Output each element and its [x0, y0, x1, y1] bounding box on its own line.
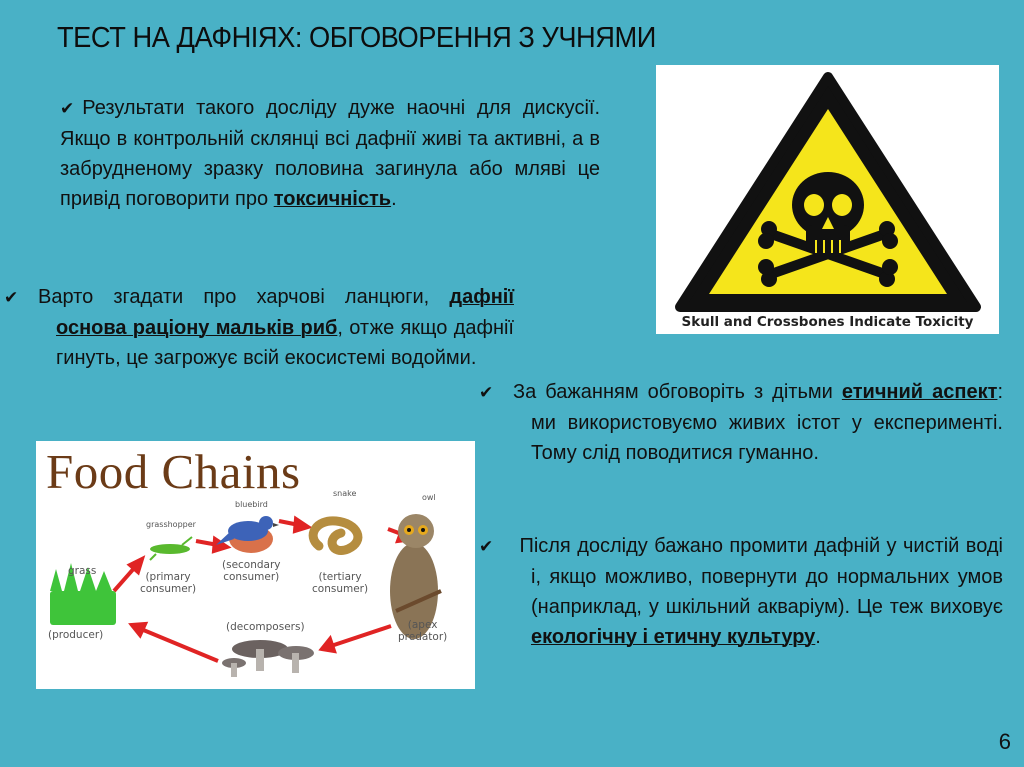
label-bluebird: bluebird: [235, 500, 268, 509]
label-apex: (apex predator): [398, 619, 448, 643]
food-chain-image: [36, 441, 475, 689]
paragraph-highlight: дафнії основа раціону мальків риб: [56, 286, 514, 339]
sign-caption: Skull and Crossbones Indicate Toxicity: [681, 314, 974, 330]
paragraph-text: .: [391, 188, 397, 210]
paragraph-ethics: ✔ За бажанням обговоріть з дітьми етичний аспект: ми використовуємо живих істот у експерименті. Тому слід поводитися гуманно.: [479, 381, 1003, 464]
slide-title: ТЕСТ НА ДАФНІЯХ: ОБГОВОРЕННЯ З УЧНЯМИ: [57, 22, 656, 54]
paragraph-text: Результати такого досліду дуже наочні для дискусії. Якщо в контрольній склянці всі дафнії живі та активні, а в забрудненому зразку половина загинула або мляві це привід поговорити про: [60, 97, 600, 210]
paragraph-text: .: [815, 626, 821, 648]
checkmark-icon: ✔: [60, 99, 75, 119]
label-grasshopper: grasshopper: [146, 520, 196, 529]
label-producer: (producer): [48, 629, 104, 641]
paragraph-aftercare: ✔ Після досліду бажано промити дафній у чистій воді і, якщо можливо, повернути до нормальних умов (наприклад, у шкільний акваріум). Це теж виховує екологічну і етичну культуру.: [479, 535, 1003, 648]
paragraph-text: За бажанням обговоріть з дітьми: [513, 381, 842, 403]
food-chain-title: Food Chains: [46, 444, 301, 499]
mushrooms-icon: [222, 640, 314, 677]
paragraph-highlight: екологічну і етичну культуру: [531, 626, 816, 648]
snake-icon: [313, 521, 358, 551]
label-secondary: (secondary consumer): [222, 559, 281, 583]
paragraph-food-chains: ✔ Варто згадати про харчові ланцюги, дафнії основа раціону мальків риб, отже якщо дафнії гинуть, це загрожує всій екосистемі водойми.: [4, 286, 514, 369]
label-tertiary: (tertiary consumer): [312, 571, 369, 595]
label-grass: grass: [68, 565, 97, 577]
label-primary: (primary consumer): [140, 571, 197, 595]
paragraph-toxicity: [60, 93, 600, 214]
toxicity-sign-image: [656, 65, 999, 334]
paragraph-highlight: токсичність: [273, 188, 392, 210]
paragraph-text: Після досліду бажано промити дафній у чистій воді і, якщо можливо, повернути до нормальних умов (наприклад, у шкільний акваріум). Це теж виховує: [513, 535, 1003, 618]
label-decomposers: (decomposers): [226, 621, 305, 633]
label-owl: owl: [422, 493, 436, 502]
label-snake: snake: [333, 489, 357, 498]
page-number: 6: [998, 729, 1011, 754]
paragraph-text: Варто згадати про харчові ланцюги,: [38, 286, 450, 308]
paragraph-text: : ми використовуємо живих істот у експерименті. Тому слід поводитися гуманно.: [531, 381, 1003, 464]
paragraph-text: , отже якщо дафнії гинуть, це загрожує всій екосистемі водойми.: [56, 317, 514, 369]
skull-crossbones-warning-icon: [656, 65, 999, 334]
paragraph-highlight: етичний аспект: [841, 381, 998, 403]
grasshopper-icon: [150, 537, 192, 560]
